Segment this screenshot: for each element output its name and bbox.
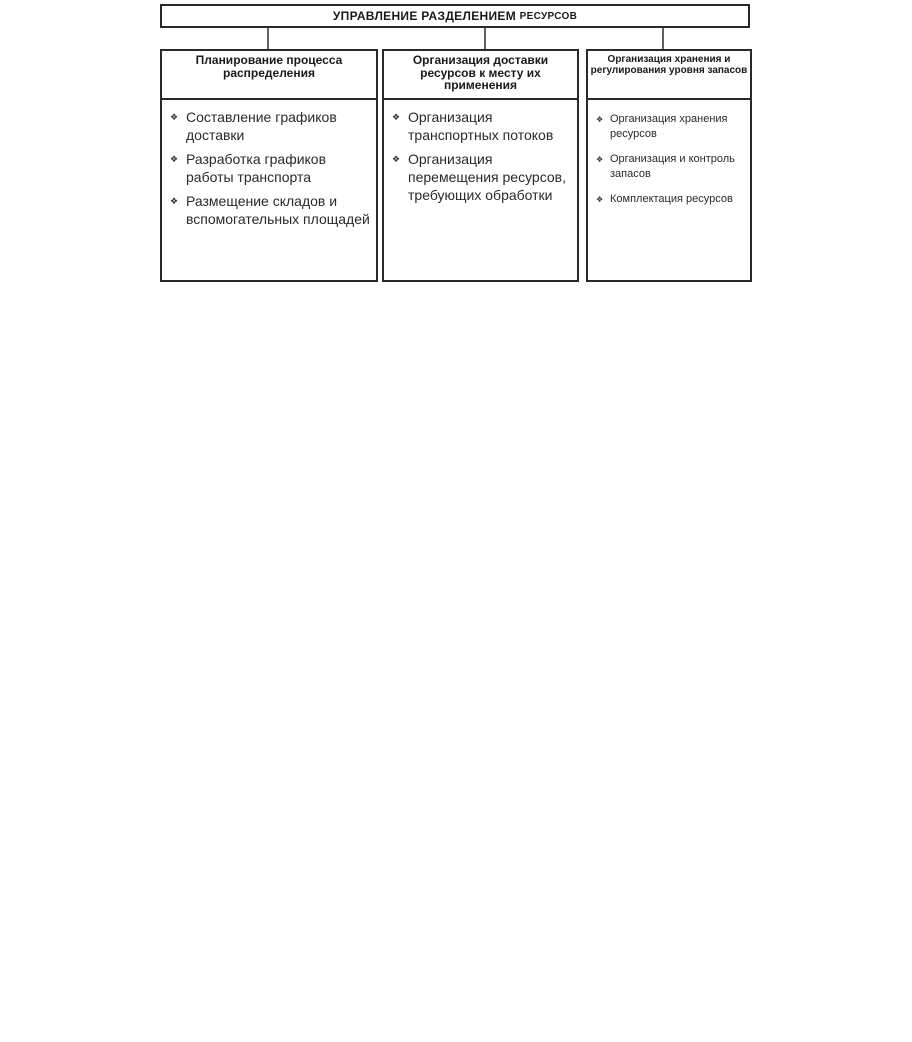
list-item-text: Организация перемещения ресурсов, требующих обработки (408, 151, 566, 203)
list-item (170, 108, 372, 144)
column-storage-header: Организация хранения и регулирования уровня запасов (588, 51, 750, 100)
list-item-text: Организация хранения ресурсов (610, 113, 728, 140)
diamond-bullet-icon: ❖ (170, 112, 179, 122)
list-item (596, 112, 746, 142)
column-planning-header: Планирование процесса распределения (162, 51, 376, 100)
list-item (392, 108, 573, 144)
list-item (170, 192, 372, 228)
diamond-bullet-icon: ❖ (170, 196, 179, 206)
list-item-text: Комплектация ресурсов (610, 193, 733, 205)
column-storage-list (588, 100, 750, 207)
diagram-title-tail: РЕСУРСОВ (519, 10, 578, 22)
list-item-text: Разработка графиков работы транспорта (186, 151, 327, 185)
column-delivery-header: Организация доставки ресурсов к месту их применения (384, 51, 577, 100)
list-item-text: Организация транспортных потоков (408, 109, 554, 143)
resource-distribution-diagram (0, 0, 912, 300)
diamond-bullet-icon: ❖ (170, 154, 179, 164)
column-storage (586, 49, 752, 282)
list-item (392, 150, 573, 204)
list-item-text: Организация и контроль запасов (610, 153, 735, 180)
diagram-title: УПРАВЛЕНИЕ РАЗДЕЛЕНИЕМ (332, 9, 517, 23)
diamond-bullet-icon: ❖ (596, 115, 604, 124)
diamond-bullet-icon: ❖ (596, 155, 604, 164)
list-item-text: Размещение складов и вспомогательных площадей (186, 193, 370, 227)
column-delivery (382, 49, 579, 282)
diamond-bullet-icon: ❖ (596, 195, 604, 204)
list-item (596, 152, 746, 182)
diamond-bullet-icon: ❖ (392, 154, 401, 164)
column-planning (160, 49, 378, 282)
diamond-bullet-icon: ❖ (392, 112, 401, 122)
list-item (170, 150, 372, 186)
list-item (596, 192, 746, 207)
column-planning-list (162, 100, 376, 228)
column-delivery-list (384, 100, 577, 204)
list-item-text: Составление графиков доставки (186, 109, 337, 143)
